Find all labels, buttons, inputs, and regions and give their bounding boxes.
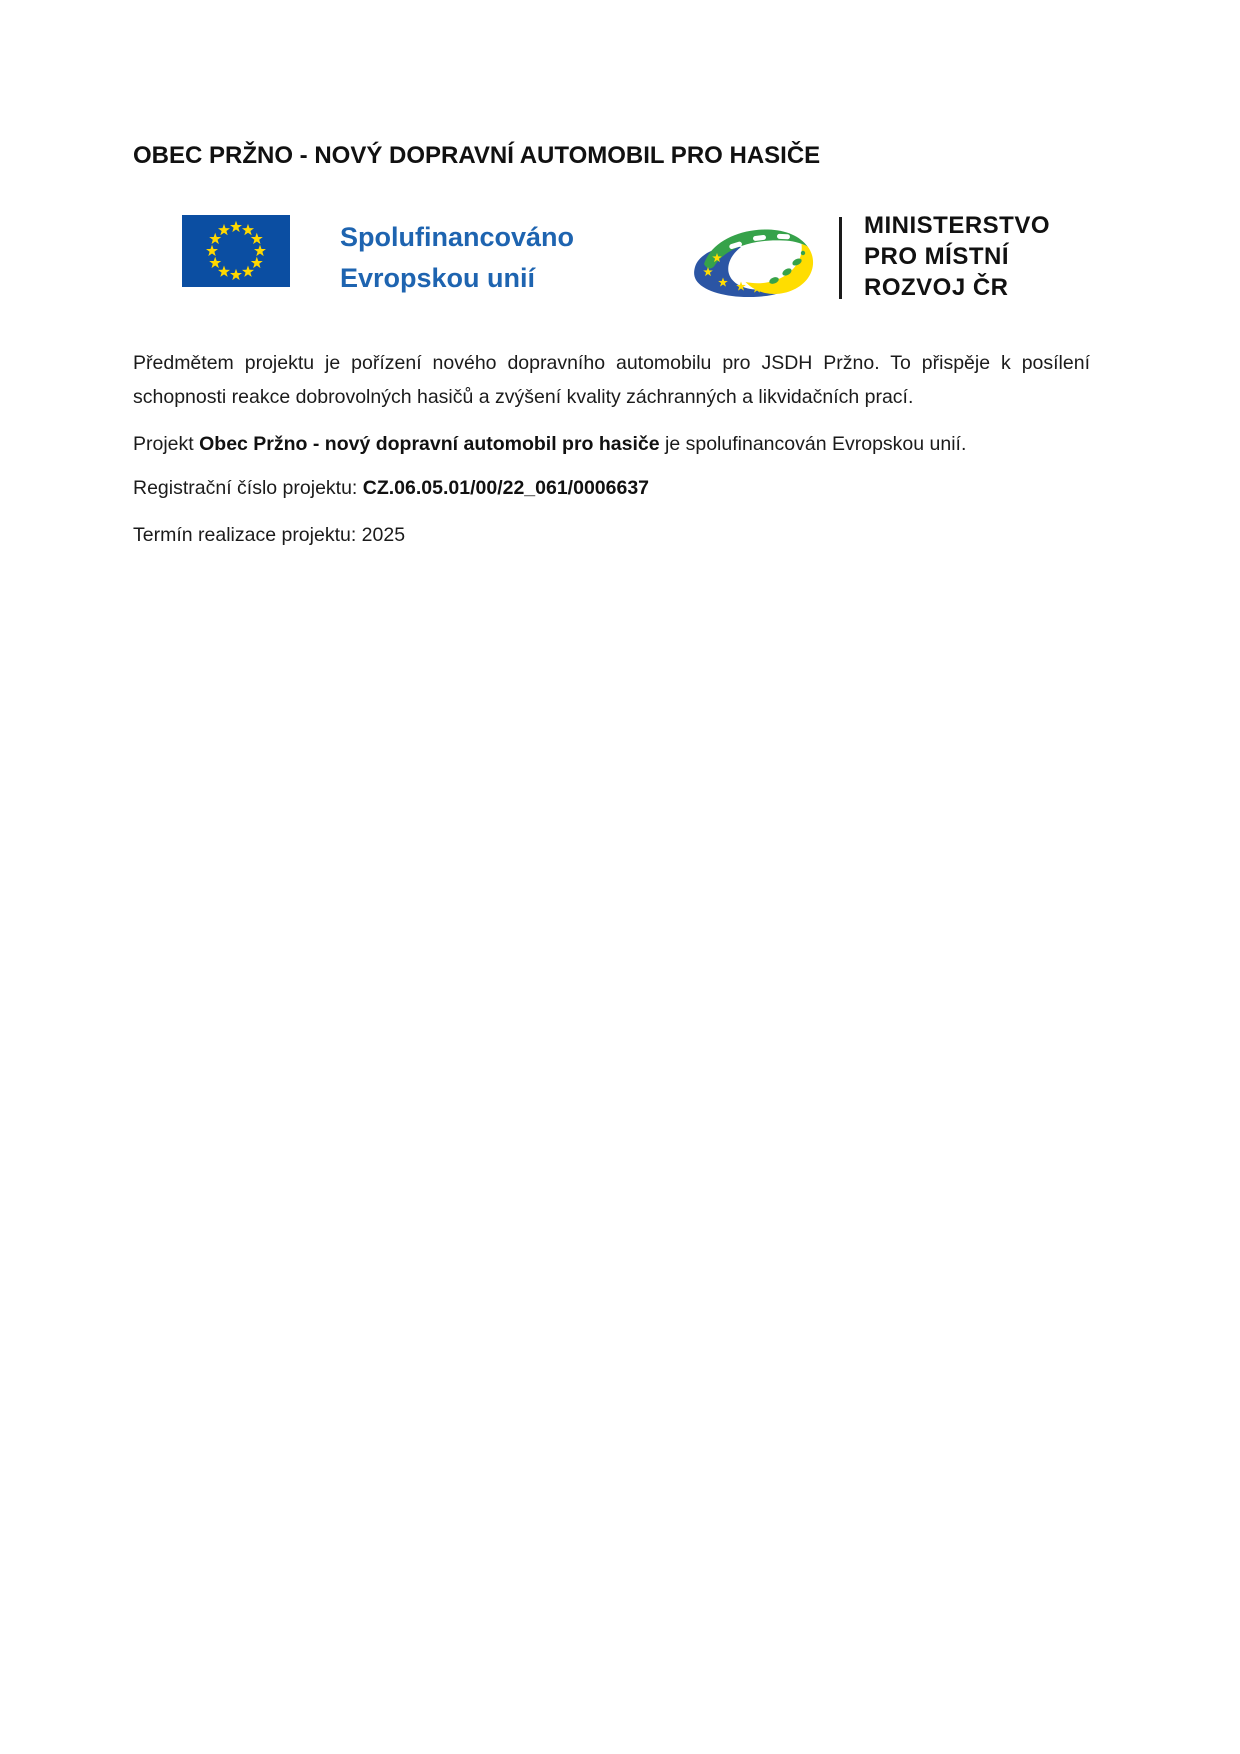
eu-label-line1: Spolufinancováno	[340, 222, 575, 252]
ministry-emblem-icon	[683, 221, 823, 297]
registration-number-value: CZ.06.05.01/00/22_061/0006637	[362, 477, 650, 499]
cofinancing-suffix: je spolufinancován Evropskou unií.	[659, 433, 967, 455]
cofinancing-prefix: Projekt	[133, 433, 200, 455]
cofinancing-statement	[133, 427, 1090, 461]
realization-term: Termín realizace projektu: 2025	[133, 524, 406, 546]
project-name: Obec Pržno - nový dopravní automobil pro hasiče	[199, 433, 660, 455]
eu-label-line2: Evropskou unií	[340, 263, 536, 293]
ministry-name-line1: MINISTERSTVO	[864, 212, 1051, 239]
ministry-name	[864, 210, 1050, 303]
registration-number-row	[133, 471, 1090, 505]
project-description: Předmětem projektu je pořízení nového dopravního automobilu pro JSDH Pržno. To přispěje k posílení schopnosti reakce dobrovolných hasičů a zvýšení kvality záchranných a likvidačních prací.	[133, 352, 1090, 408]
ministry-name-line2: PRO MÍSTNÍ	[864, 243, 1010, 270]
eu-flag-icon	[182, 215, 290, 287]
ministry-logo-divider	[839, 217, 842, 299]
document-title: OBEC PRŽNO - NOVÝ DOPRAVNÍ AUTOMOBIL PRO HASIČE	[133, 142, 821, 169]
ministry-name-line3: ROZVOJ ČR	[864, 274, 1009, 301]
eu-cofunded-label	[340, 217, 574, 299]
registration-number-label: Registrační číslo projektu:	[133, 477, 363, 499]
